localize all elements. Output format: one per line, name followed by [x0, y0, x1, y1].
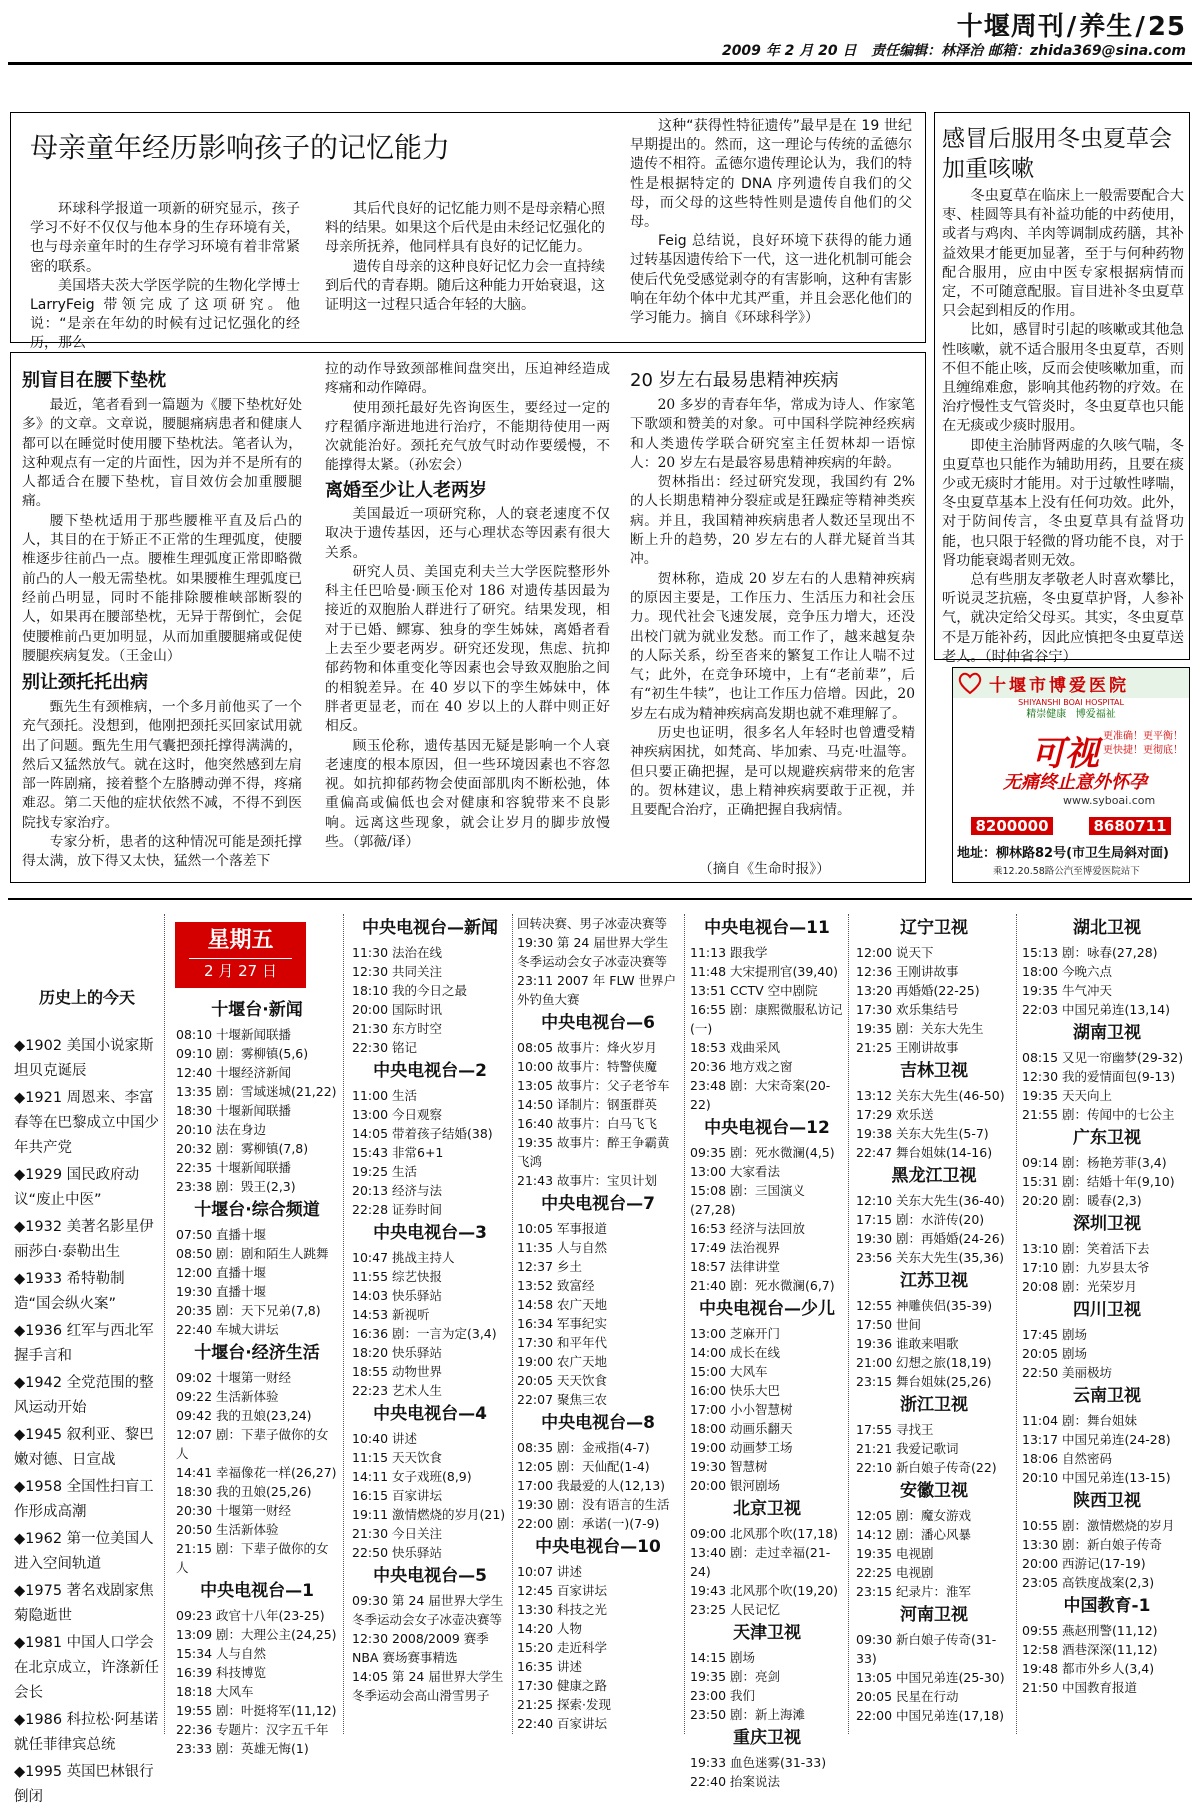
program-item: 21:40 剧：死水微澜(6,7) [690, 1278, 835, 1293]
history-item: ◆1995 英国巴林银行倒闭 [14, 1764, 154, 1805]
program-item: 20:35 剧：天下兄弟(7,8) [176, 1303, 321, 1318]
program-item: 14:50 译制片：钢蛋群英 [517, 1097, 657, 1112]
program-item: 11:30 法治在线 [352, 945, 442, 960]
page-number: 25 [1147, 12, 1186, 42]
program-item: 回转决赛、男子冰壶决赛等 [517, 916, 668, 931]
channel-name: 中央电视台—少儿 [699, 1299, 835, 1319]
program-item: 19:35 剧：亮剑 [690, 1669, 780, 1684]
program-item: 23:15 舞台姐妹(25,26) [856, 1374, 992, 1389]
article-memory-col3: 这种“获得性特征遗传”最早是在 19 世纪早期提出的。然而，这一理论与传统的孟德尔遗传不相符。孟德尔遗传理论认为，我们的特性是根据特定的 DNA 序列遗传自我们的父母，而父母的这些特性则是遗传自他们的父母。 Feig 总结说，良好环境下获得的能力通过转基因遗传给下一代，这一进化机制可能会使后代免受感觉剥夺的有害影响，这种有害影响在年幼个体中尤其严重，并且会恶化他们的学习能力。摘自《环球科学》） [630, 118, 912, 327]
channel-name: 中央电视台—3 [373, 1223, 487, 1243]
masthead-title: 十堰周刊/养生/25 [956, 12, 1186, 42]
channel-name: 河南卫视 [900, 1605, 968, 1625]
program-item: 09:35 剧：死水微澜(4,5) [690, 1145, 835, 1160]
masthead-rule [8, 62, 1192, 65]
program-item: 14:05 第 24 届世界大学生冬季运动会高山滑雪男子 [352, 1669, 504, 1703]
program-item: 21:30 东方时空 [352, 1021, 442, 1036]
article-memory-col1: 环球科学报道一项新的研究显示，孩子学习不好不仅仅与他本身的生存环境有关，也与母亲童年时的生存学习环境有着非常紧密的联系。 美国塔夫茨大学医学院的生物化学博士 LarryFeig 带领完成了这项研究。他说：“是亲在年幼的时候有过记忆强化的经历，那么 [30, 201, 300, 352]
program-item: 17:49 法治视界 [690, 1240, 780, 1255]
program-item: 13:35 剧：雪域迷城(21,22) [176, 1084, 337, 1099]
program-item: 15:31 剧：结婚十年(9,10) [1022, 1174, 1175, 1189]
program-item: 20:10 中国兄弟连(13-15) [1022, 1470, 1171, 1485]
channel-name: 中央电视台—8 [541, 1413, 655, 1433]
program-item: 08:35 剧：金戒指(4-7) [517, 1440, 650, 1455]
program-item: 21:21 我爱记歌词 [856, 1441, 959, 1456]
channel-name: 北京卫视 [733, 1499, 801, 1519]
program-item: 14:11 女子戏班(8,9) [352, 1469, 472, 1484]
day-banner [175, 922, 306, 988]
channel-name: 云南卫视 [1073, 1386, 1141, 1406]
program-item: 23:05 高铁度战案(2,3) [1022, 1575, 1155, 1590]
program-item: 13:52 致富经 [517, 1278, 595, 1293]
channel-name: 湖北卫视 [1073, 918, 1141, 938]
program-item: 23:00 我们 [690, 1688, 755, 1703]
program-item: 12:00 直播十堰 [176, 1265, 266, 1280]
program-item: 16:55 剧：康熙微服私访记(一) [690, 1002, 843, 1036]
program-item: 20:08 剧：光荣岁月 [1022, 1279, 1137, 1294]
channel-name: 中央电视台—1 [200, 1581, 314, 1601]
program-item: 14:00 成长在线 [690, 1345, 780, 1360]
program-item: 22:03 中国兄弟连(13,14) [1022, 1002, 1171, 1017]
program-item: 14:12 剧：潘心风暴 [856, 1527, 971, 1542]
program-item: 23:33 剧：英雄无悔(1) [176, 1741, 309, 1756]
channel-name: 中国教育-1 [1063, 1596, 1151, 1616]
program-item: 17:29 欢乐送 [856, 1107, 934, 1122]
program-item: 22:50 快乐驿站 [352, 1545, 442, 1560]
program-item: 09:55 燕赵刑警(11,12) [1022, 1623, 1158, 1638]
program-item: 20:20 剧：暖春(2,3) [1022, 1193, 1142, 1208]
program-item: 14:03 快乐驿站 [352, 1288, 442, 1303]
program-item: 12:58 酒巷深深(11,12) [1022, 1642, 1158, 1657]
program-item: 16:34 军事纪实 [517, 1316, 607, 1331]
program-item: 13:30 科技之光 [517, 1602, 607, 1617]
program-item: 22:00 中国兄弟连(17,18) [856, 1708, 1005, 1723]
program-item: 22:23 艺术人生 [352, 1383, 442, 1398]
program-item: 19:48 都市外乡人(3,4) [1022, 1661, 1155, 1676]
program-item: 19:00 农广天地 [517, 1354, 607, 1369]
program-item: 11:13 跟我学 [690, 945, 768, 960]
program-item: 18:00 今晚六点 [1022, 964, 1112, 979]
channel-name: 吉林卫视 [900, 1061, 968, 1081]
program-item: 13:40 剧：走过幸福(21-24) [690, 1545, 831, 1579]
article-neck-body-cont: 拉的动作导致颈部椎间盘突出，压迫神经造成疼痛和动作障碍。 使用颈托最好先咨询医生，要经过一定的疗程循序渐进地进行治疗，不能期待使用一两次就能治好。颈托充气放气时动作要缓慢，不能撑得太紧。（孙宏会） [325, 361, 610, 474]
ad-url[interactable]: www.syboai.com [1063, 794, 1156, 807]
program-item: 19:36 谁敢来唱歌 [856, 1336, 959, 1351]
channel-name: 重庆卫视 [733, 1728, 801, 1748]
program-item: 18:57 法律讲堂 [690, 1259, 780, 1274]
program-item: 18:20 快乐驿站 [352, 1345, 442, 1360]
channel-name: 广东卫视 [1073, 1128, 1141, 1148]
paper-name: 十堰周刊 [956, 12, 1065, 42]
program-item: 14:20 人物 [517, 1621, 582, 1636]
divider [343, 914, 344, 1734]
channel-name: 湖南卫视 [1073, 1023, 1141, 1043]
history-item: ◆1975 著名戏剧家焦菊隐逝世 [14, 1583, 154, 1624]
program-item: 20:05 天天饮食 [517, 1373, 607, 1388]
program-item: 21:30 今日关注 [352, 1526, 442, 1541]
program-item: 22:10 新白娘子传奇(22) [856, 1460, 997, 1475]
tv-column-6 [1022, 914, 1192, 1736]
program-item: 12:45 百家讲坛 [517, 1583, 607, 1598]
program-item: 23:48 剧：大宋奇案(20-22) [690, 1078, 831, 1112]
program-item: 12:10 关东大先生(36-40) [856, 1193, 1005, 1208]
program-item: 13:12 关东大先生(46-50) [856, 1088, 1005, 1103]
program-item: 15:43 非常6+1 [352, 1145, 444, 1160]
program-item: 19:30 剧：再婚婚(24-26) [856, 1231, 1005, 1246]
article-memory-title: 母亲童年经历影响孩子的记忆能力 [30, 131, 451, 164]
channel-name: 安徽卫视 [900, 1481, 968, 1501]
program-item: 20:32 剧：雾柳镇(7,8) [176, 1141, 309, 1156]
program-item: 20:10 法在身边 [176, 1122, 266, 1137]
channel-name: 中央电视台—6 [541, 1013, 655, 1033]
program-item: 09:10 剧：雾柳镇(5,6) [176, 1046, 309, 1061]
day-weekday: 星期五 [207, 928, 274, 953]
program-item: 21:55 剧：传闻中的七公主 [1022, 1107, 1175, 1122]
program-item: 13:17 中国兄弟连(24-28) [1022, 1432, 1171, 1447]
article-mental-title: 20 岁左右最易患精神疾病 [630, 370, 839, 391]
program-item: 17:30 欢乐集结号 [856, 1002, 959, 1017]
program-item: 20:36 地方戏之窗 [690, 1059, 793, 1074]
program-item: 19:25 生活 [352, 1164, 417, 1179]
program-item: 22:25 电视剧 [856, 1565, 934, 1580]
program-item: 09:30 新白娘子传奇(31-33) [856, 1632, 997, 1666]
program-item: 09:30 第 24 届世界大学生冬季运动会女子冰壶决赛等 [352, 1593, 504, 1627]
history-item: ◆1929 国民政府动议“废止中医” [14, 1167, 140, 1208]
hospital-ad[interactable] [952, 667, 1190, 883]
program-item: 20:00 西游记(17-19) [1022, 1556, 1146, 1571]
program-item: 19:30 智慧树 [690, 1459, 768, 1474]
ad-address: 柳林路82号(市卫生局斜对面) [996, 846, 1169, 861]
channel-name: 中央电视台—新闻 [362, 918, 498, 938]
program-item: 19:35 牛气冲天 [1022, 983, 1112, 998]
ad-phone-1[interactable]: 8200000 [971, 817, 1052, 835]
tv-column-1 [176, 996, 338, 1756]
issue-date: 2009 年 2 月 20 日 [721, 43, 857, 59]
program-item: 11:00 生活 [352, 1088, 417, 1103]
article-mental-body: 20 多岁的青春年华，常成为诗人、作家笔下歌颂和赞美的对象。可中国科学院神经疾病和人类遗传学联合研究室主任贺林却一语惊人：20 岁左右是最容易患精神疾病的年龄。 贺林指出：经过研究发现，我国约有 2% 的人长期患精神分裂症或是狂躁症等精神类疾病。并且，我国精神疾病患者人数还呈现出不断上升的趋势，20 岁左右的人群尤疑首当其冲。 贺林称，造成 20 岁左右的人患精神疾病的原因主要是，工作压力、生活压力和社会压力。现代社会飞速发展，竞争压力增大，还没出校门就为就业发愁。而工作了，越来越复杂的人际关系，纷至沓来的繁复工作让人喘不过气；此外，在竞争环境中，上有“老前辈”，后有“初生牛犊”，也让工作压力倍增。因此，20 岁左右成为精神疾病高发期也就不难理解了。 历史也证明，很多名人年轻时也曾遭受精神疾病困扰，如梵高、毕加索、马克·吐温等。但只要正确把握，是可以规避疾病带来的危害的。贺林建议，患上精神疾病要敢于正视，并且要配合治疗，正确把握自我病情。 [630, 397, 915, 819]
program-item: 23:38 剧：毁王(2,3) [176, 1179, 296, 1194]
article-neck-body: 甄先生有颈椎病，一个多月前他买了一个充气颈托。没想到，他刚把颈托买回家试用就出了问题。甄先生用气囊把颈托撑得满满的，然后又猛然放气。就在这时，他突然感到左肩部一阵剧痛，接着整个左胳膊动弹不得，疼痛难忍。第二天他的症状依然不减，不得不到医院找专家治疗。 专家分析，患者的这种情况可能是颈托撑得太满，放下得又太快，猛然一个落差下 [22, 699, 302, 870]
program-item: 16:00 快乐大巴 [690, 1383, 780, 1398]
program-item: 18:55 动物世界 [352, 1364, 442, 1379]
channel-name: 十堰台·综合频道 [194, 1200, 320, 1220]
tv-column-2 [352, 914, 508, 1736]
program-item: 13:00 今日观察 [352, 1107, 442, 1122]
history-item: ◆1958 全国性扫盲工作形成高潮 [14, 1479, 154, 1520]
program-item: 19:35 天天向上 [1022, 1088, 1112, 1103]
program-item: 17:10 剧：九岁县太爷 [1022, 1260, 1150, 1275]
program-item: 20:13 经济与法 [352, 1183, 442, 1198]
program-item: 20:50 生活新体验 [176, 1522, 279, 1537]
channel-name: 中央电视台—10 [535, 1537, 661, 1557]
channel-name: 中央电视台—4 [373, 1404, 487, 1424]
program-item: 17:30 和平年代 [517, 1335, 607, 1350]
ad-big-text: 可视 [1031, 734, 1099, 774]
program-item: 19:43 北风那个吹(19,20) [690, 1583, 839, 1598]
ad-phone-2[interactable]: 8680711 [1089, 817, 1170, 835]
channel-name: 中央电视台—11 [704, 918, 830, 938]
program-item: 18:10 我的今日之最 [352, 983, 467, 998]
program-item: 22:28 证券时间 [352, 1202, 442, 1217]
history-column [14, 985, 160, 1812]
program-item: 22:36 专题片：汉字五千年 [176, 1722, 329, 1737]
program-item: 15:34 人与自然 [176, 1646, 266, 1661]
program-item: 12:30 2008/2009 赛季 NBA 赛场赛事精选 [352, 1631, 489, 1665]
article-neck-title: 别让颈托托出病 [22, 672, 148, 693]
ad-hospital-name: 十堰市博爱医院 [989, 675, 1129, 696]
program-item: 14:05 带着孩子结婚(38) [352, 1126, 493, 1141]
channel-name: 天津卫视 [733, 1623, 801, 1643]
program-item: 11:15 天天饮食 [352, 1450, 442, 1465]
program-item: 12:05 剧：魔女游戏 [856, 1508, 971, 1523]
program-item: 23:11 2007 年 FLW 世界户外钓鱼大赛 [517, 973, 677, 1007]
program-item: 22:07 聚焦三农 [517, 1392, 607, 1407]
program-item: 08:50 剧：剧和陌生人跳舞 [176, 1246, 329, 1261]
history-item: ◆1981 中国人口学会在北京成立，许涤新任会长 [14, 1635, 159, 1701]
program-item: 12:37 乡土 [517, 1259, 582, 1274]
program-item: 14:53 新视听 [352, 1307, 430, 1322]
divider [512, 914, 513, 1734]
tv-column-3 [517, 914, 679, 1736]
program-item: 22:30 铭记 [352, 1040, 417, 1055]
history-item: ◆1933 希特勒制造“国会纵火案” [14, 1271, 125, 1312]
channel-name: 十堰台·新闻 [211, 1000, 303, 1020]
program-item: 21:15 剧：下辈子做你的女人 [176, 1541, 329, 1575]
history-item: ◆1962 第一位美国人进入空间轨道 [14, 1531, 154, 1572]
ad-side-2: 更快捷！更彻底！ [1103, 745, 1183, 756]
program-item: 12:40 十堰经济新闻 [176, 1065, 291, 1080]
program-item: 20:05 民星在行动 [856, 1689, 959, 1704]
program-item: 13:09 剧：大理公主(24,25) [176, 1627, 337, 1642]
ad-motto-2: 博爱福祉 [1075, 709, 1116, 720]
channel-name: 浙江卫视 [900, 1395, 968, 1415]
program-item: 11:04 剧：舞台姐妹 [1022, 1413, 1137, 1428]
article-memory-col2: 其后代良好的记忆能力则不是母亲精心照料的结果。如果这个后代是由未经记忆强化的母亲所抚养，他同样具有良好的记忆能力。 遗传自母亲的这种良好记忆力会一直持续到后代的青春期。随后这种能力开始衰退，这证明这一过程只适合年轻的大脑。 [325, 201, 605, 314]
channel-name: 陕西卫视 [1073, 1491, 1141, 1511]
history-item: ◆1921 周恩来、李富春等在巴黎成立中国少年共产党 [14, 1090, 159, 1156]
ad-hospital-en: SHIYANSHI BOAI HOSPITAL [1018, 698, 1124, 707]
email: 邮箱：zhida369@sina.com [988, 43, 1186, 59]
heart-icon [957, 671, 983, 695]
program-item: 22:40 车城大讲坛 [176, 1322, 279, 1337]
program-item: 17:30 健康之路 [517, 1678, 607, 1693]
program-item: 21:00 幻想之旅(18,19) [856, 1355, 992, 1370]
article-pillow-title: 别盲目在腰下垫枕 [22, 370, 166, 391]
program-item: 18:30 我的丑娘(25,26) [176, 1484, 312, 1499]
program-item: 22:40 抬案说法 [690, 1774, 780, 1789]
program-item: 13:00 芝麻开门 [690, 1326, 780, 1341]
program-item: 19:30 第 24 届世界大学生冬季运动会女子冰壶决赛等 [517, 935, 669, 969]
program-item: 17:00 我最爱的人(12,13) [517, 1478, 666, 1493]
article-divorce-title: 离婚至少让人老两岁 [325, 480, 487, 501]
program-item: 13:51 CCTV 空中剧院 [690, 983, 818, 998]
program-item: 20:05 剧场 [1022, 1346, 1087, 1361]
program-item: 18:30 十堰新闻联播 [176, 1103, 291, 1118]
channel-name: 深圳卫视 [1073, 1214, 1141, 1234]
program-item: 12:00 说天下 [856, 945, 934, 960]
channel-name: 中央电视台—12 [704, 1118, 830, 1138]
channel-name: 四川卫视 [1073, 1300, 1141, 1320]
program-item: 16:40 故事片：白马飞飞 [517, 1116, 657, 1131]
ad-side-1: 更准确！更平衡！ [1103, 731, 1183, 742]
program-item: 14:58 农广天地 [517, 1297, 607, 1312]
program-item: 16:35 讲述 [517, 1659, 582, 1674]
program-item: 18:06 自然密码 [1022, 1451, 1112, 1466]
program-item: 13:10 剧：笑着活下去 [1022, 1241, 1150, 1256]
history-item: ◆1942 全党范围的整风运动开始 [14, 1375, 154, 1416]
divider [684, 914, 685, 1734]
program-item: 16:39 科技博览 [176, 1665, 266, 1680]
ad-bus: 乘12.20.58路公汽至博爱医院站下 [993, 866, 1140, 877]
program-item: 18:53 戏曲采风 [690, 1040, 780, 1055]
program-item: 17:15 剧：水浒传(20) [856, 1212, 985, 1227]
history-item: ◆1932 美著名影星伊丽莎白·泰勒出生 [14, 1219, 154, 1260]
program-item: 19:38 关东大先生(5-7) [856, 1126, 989, 1141]
program-item: 19:11 激情燃烧的岁月(21) [352, 1507, 506, 1522]
program-item: 12:36 王刚讲故事 [856, 964, 959, 979]
program-item: 23:25 人民记忆 [690, 1602, 780, 1617]
program-item: 10:00 故事片：特警侠魔 [517, 1059, 657, 1074]
program-item: 15:13 剧：咏春(27,28) [1022, 945, 1158, 960]
article-divorce-body: 美国最近一项研究称，人的衰老速度不仅取决于遗传基因，还与心理状态等因素有很大关系。 研究人员、美国克利夫兰大学医院整形外科主任巴哈曼·顾玉伦对 186 对遗传基因最为接近的双胞胎人群进行了研究。结果发现，相对于已婚、鳏寡、独身的孪生姊妹，离婚者看上去至少要老两岁。研究还发现，焦虑、抗抑郁药物和体重变化等因素也会导致双胞胎之间的相貌差异。在 40 岁以下的孪生姊妹中，体胖者更显老，而在 40 岁以上的人群中则正好相反。 顾玉伦称，遗传基因无疑是影响一个人衰老速度的根本原因，但一些环境因素也不容忽视。如抗抑郁药物会使面部肌肉不断松弛，体重偏高或偏低也会对健康和容貌带来不良影响。远离这些现象，就会让岁月的脚步放慢些。（郭薇/译） [325, 506, 610, 851]
program-item: 14:41 幸福像花一样(26,27) [176, 1465, 337, 1480]
program-item: 23:50 剧：新上海滩 [690, 1707, 805, 1722]
history-item: ◆1936 红军与西北军握手言和 [14, 1323, 154, 1364]
program-item: 15:20 走近科学 [517, 1640, 607, 1655]
tv-section-rule [8, 898, 1192, 900]
program-item: 12:07 剧：下辈子做你的女人 [176, 1427, 329, 1461]
channel-name: 江苏卫视 [900, 1271, 968, 1291]
program-item: 20:00 国际时讯 [352, 1002, 442, 1017]
day-date: 2 月 27 日 [189, 958, 292, 983]
program-item: 14:15 剧场 [690, 1650, 755, 1665]
masthead-dateline [722, 40, 1186, 60]
program-item: 22:47 舞台姐妹(14-16) [856, 1145, 993, 1160]
program-item: 12:30 我的爱情面包(9-13) [1022, 1069, 1176, 1084]
program-item: 21:25 探索·发现 [517, 1697, 611, 1712]
editor: 责任编辑：林泽治 [871, 43, 984, 59]
program-item: 12:30 共同关注 [352, 964, 442, 979]
program-item: 10:05 军事报道 [517, 1221, 607, 1236]
program-item: 19:30 剧：没有语言的生活 [517, 1497, 670, 1512]
program-item: 19:00 动画梦工场 [690, 1440, 793, 1455]
program-item: 09:23 政官十八年(23-25) [176, 1608, 325, 1623]
program-item: 09:22 生活新体验 [176, 1389, 279, 1404]
program-item: 19:35 剧：关东大先生 [856, 1021, 984, 1036]
tv-column-5 [856, 914, 1012, 1736]
program-item: 18:00 动画乐翻天 [690, 1421, 793, 1436]
program-item: 13:20 再婚婚(22-25) [856, 983, 980, 998]
program-item: 13:05 故事片：父子老爷车 [517, 1078, 670, 1093]
program-item: 08:15 又见一帘幽梦(29-32) [1022, 1050, 1184, 1065]
program-item: 22:35 十堰新闻联播 [176, 1160, 291, 1175]
channel-name: 十堰台·经济生活 [194, 1343, 320, 1363]
program-item: 22:40 百家讲坛 [517, 1716, 607, 1731]
program-item: 17:00 小小智慧树 [690, 1402, 793, 1417]
program-item: 09:02 十堰第一财经 [176, 1370, 291, 1385]
ad-address-label: 地址： [957, 846, 997, 861]
program-item: 07:50 直播十堰 [176, 1227, 266, 1242]
program-item: 19:35 故事片：醉王争霸黄飞鸿 [517, 1135, 670, 1169]
program-item: 15:00 大风车 [690, 1364, 768, 1379]
program-item: 11:35 人与自然 [517, 1240, 607, 1255]
divider [848, 914, 849, 1734]
program-item: 19:30 直播十堰 [176, 1284, 266, 1299]
program-item: 08:10 十堰新闻联播 [176, 1027, 291, 1042]
channel-name: 黑龙江卫视 [891, 1166, 977, 1186]
program-item: 11:55 综艺快报 [352, 1269, 442, 1284]
article-mental-credit: （摘自《生命时报》） [698, 861, 830, 877]
program-item: 20:00 银河剧场 [690, 1478, 780, 1493]
history-item: ◆1945 叙利亚、黎巴嫩对德、日宣战 [14, 1427, 154, 1468]
program-item: 09:14 剧：杨艳芳菲(3,4) [1022, 1155, 1167, 1170]
program-item: 13:00 大家看法 [690, 1164, 780, 1179]
program-item: 11:48 大宋提刑官(39,40) [690, 964, 839, 979]
channel-name: 中央电视台—2 [373, 1061, 487, 1081]
program-item: 13:30 剧：新白娘子传奇 [1022, 1537, 1162, 1552]
program-item: 08:05 故事片：烽火岁月 [517, 1040, 657, 1055]
divider [164, 914, 165, 1734]
program-item: 19:55 剧：叶挺将军(11,12) [176, 1703, 337, 1718]
program-item: 21:43 故事片：宝贝计划 [517, 1173, 657, 1188]
channel-name: 中央电视台—7 [541, 1194, 655, 1214]
program-item: 23:56 关东大先生(35,36) [856, 1250, 1005, 1265]
program-item: 20:30 十堰第一财经 [176, 1503, 291, 1518]
history-list [14, 1034, 160, 1810]
ad-slogan: 无痛终止意外怀孕 [1003, 772, 1147, 793]
program-item: 23:15 纪录片：淮军 [856, 1584, 971, 1599]
program-item: 10:07 讲述 [517, 1564, 582, 1579]
program-item: 22:50 美丽极坊 [1022, 1365, 1112, 1380]
program-item: 15:08 剧：三国演义(27,28) [690, 1183, 805, 1217]
program-item: 21:50 中国教育报道 [1022, 1680, 1137, 1695]
program-item: 22:00 剧：承诺(一)(7-9) [517, 1516, 660, 1531]
program-item: 13:05 中国兄弟连(25-30) [856, 1670, 1005, 1685]
tv-column-4 [690, 914, 844, 1789]
program-item: 10:55 剧：激情燃烧的岁月 [1022, 1518, 1175, 1533]
program-item: 19:35 电视剧 [856, 1546, 934, 1561]
program-item: 17:55 寻找王 [856, 1422, 934, 1437]
article-pillow-body: 最近，笔者看到一篇题为《腰下垫枕好处多》的文章。文章说，腰腿痛病患者和健康人都可以在睡觉时使用腰下垫枕法。笔者认为，这种观点有一定的片面性，因为并不是所有的人都适合在腰下垫枕，盲目效仿会加重腰腿痛。 腰下垫枕适用于那些腰椎平直及后凸的人，其目的在于矫正不正常的生理弧度，使腰椎逐步往前凸一点。腰椎生理弧度正常即略微前凸的人一般无需垫枕。如果腰椎生理弧度已经前凸明显，同时不能排除腰椎峡部断裂的人，如果再在腰部垫枕，无异于帮倒忙，会促使腰椎前凸更加明显，从而加重腰腿痛或促使腰腿疾病复发。（王金山） [22, 397, 302, 664]
program-item: 10:47 挑战主持人 [352, 1250, 455, 1265]
program-item: 16:36 剧：一言为定(3,4) [352, 1326, 497, 1341]
program-item: 16:15 百家讲坛 [352, 1488, 442, 1503]
program-item: 09:00 北风那个吹(17,18) [690, 1526, 839, 1541]
program-item: 18:18 大风车 [176, 1684, 254, 1699]
history-item: ◆1902 美国小说家斯坦贝克诞辰 [14, 1038, 154, 1079]
section-name: 养生 [1079, 12, 1134, 42]
program-item: 12:55 神雕侠侣(35-39) [856, 1298, 993, 1313]
history-item: ◆1986 科拉松·阿基诺就任菲律宾总统 [14, 1712, 159, 1753]
channel-name: 中央电视台—5 [373, 1566, 487, 1586]
program-item: 21:25 王刚讲故事 [856, 1040, 959, 1055]
divider [1016, 914, 1017, 1734]
program-item: 19:33 血色迷雾(31-33) [690, 1755, 827, 1770]
program-item: 16:53 经济与法回放 [690, 1221, 805, 1236]
channel-name: 辽宁卫视 [900, 918, 968, 938]
program-item: 17:50 世间 [856, 1317, 921, 1332]
program-item: 12:05 剧：天仙配(1-4) [517, 1459, 650, 1474]
program-item: 10:40 讲述 [352, 1431, 417, 1446]
ad-motto-1: 精崇健康 [1026, 709, 1067, 720]
history-title: 历史上的今天 [38, 988, 135, 1007]
article-cordyceps-body: 冬虫夏草在临床上一般需要配合大枣、桂圆等具有补益功能的中药使用，或者与鸡肉、羊肉等调制成药膳，其补益效果才能更加显著，至于与何种药物配合服用，应由中医专家根据病情而定，不可随意配服。盲目进补冬虫夏草只会起到相反的作用。 比如，感冒时引起的咳嗽或其他急性咳嗽，就不适合服用冬虫夏草，否则不但不能止咳，反而会使咳嗽加重，而且缠绵难愈，影响其他药物的疗效。在治疗慢性支气管炎时，冬虫夏草也只能在无痰或少痰时服用。 即使主治肺肾两虚的久咳气喘，冬虫夏草也只能作为辅助用药，且要在痰少或无痰时才能用。对于过敏性哮喘，冬虫夏草基本上没有任何功效。此外，对于防间传言，冬虫夏草具有益肾功能，也只限于轻微的肾功能不良，对于肾功能衰竭者则无效。 总有些朋友孝敬老人时喜欢攀比，听说灵芝抗癌，冬虫夏草护肾，人参补气，就决定给父母买。其实，冬虫夏草不是万能补药，因此应慎把冬虫夏草送老人。（时仲省谷宁） [942, 188, 1184, 665]
program-item: 09:42 我的丑娘(23,24) [176, 1408, 312, 1423]
article-cordyceps-title: 感冒后服用冬虫夏草会加重咳嗽 [942, 126, 1172, 182]
program-item: 17:45 剧场 [1022, 1327, 1087, 1342]
